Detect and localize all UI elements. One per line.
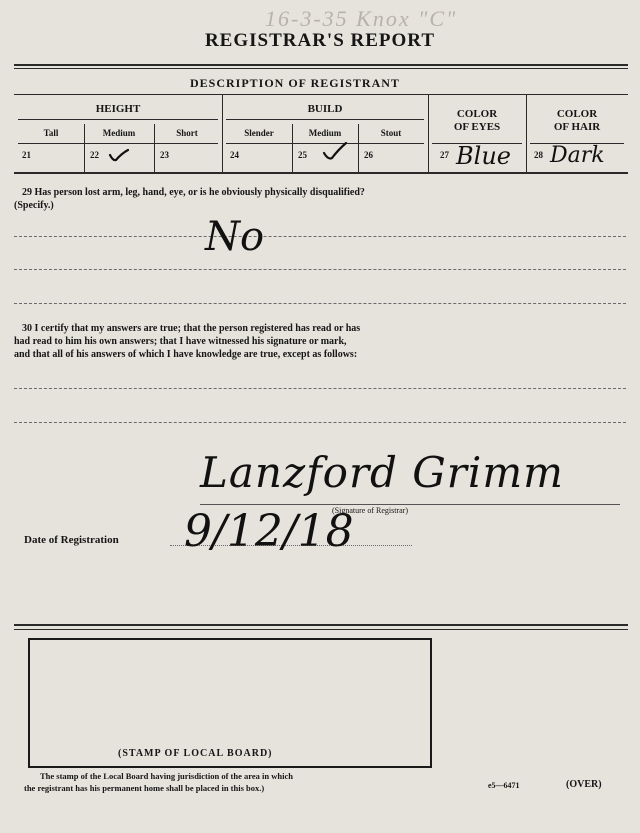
stamp-label: (STAMP OF LOCAL BOARD) bbox=[118, 748, 273, 759]
hair-heading-2: OF HAIR bbox=[553, 121, 601, 133]
build-num-stout: 26 bbox=[364, 150, 373, 160]
q29-text-line2: (Specify.) bbox=[14, 200, 54, 211]
hair-value: Dark bbox=[550, 143, 605, 168]
build-col-medium: Medium bbox=[308, 128, 342, 138]
height-num-short: 23 bbox=[160, 150, 169, 160]
page-title: REGISTRAR'S REPORT bbox=[204, 30, 436, 51]
height-col-medium: Medium bbox=[102, 128, 136, 138]
q30-line2: had read to him his own answers; that I have witnessed his signature or mark, bbox=[14, 336, 347, 347]
eyes-heading-2: OF EYES bbox=[453, 121, 501, 133]
build-num-medium: 25 bbox=[298, 150, 307, 160]
date-value: 9/12/18 bbox=[184, 506, 354, 557]
top-annotation: 16-3-35 Knox "C" bbox=[265, 6, 458, 31]
q29-text-line1: 29 Has person lost arm, leg, hand, eye, or is he obviously physically disqualified? bbox=[22, 187, 365, 198]
height-heading: HEIGHT bbox=[95, 103, 141, 115]
height-medium-check-mark bbox=[108, 146, 130, 164]
build-col-stout: Stout bbox=[380, 128, 402, 138]
q29-answer: No bbox=[205, 214, 265, 260]
stamp-note-line1: The stamp of the Local Board having jurisdiction of the area in which bbox=[40, 771, 293, 781]
height-num-medium: 22 bbox=[90, 150, 99, 160]
build-num-slender: 24 bbox=[230, 150, 239, 160]
registrar-signature: Lanzford Grimm bbox=[200, 448, 564, 497]
description-heading: DESCRIPTION OF REGISTRANT bbox=[190, 76, 400, 90]
over-label: (OVER) bbox=[566, 779, 602, 790]
stamp-note-line2: the registrant has his permanent home shall be placed in this box.) bbox=[24, 783, 265, 793]
q30-line3: and that all of his answers of which I have knowledge are true, except as follows: bbox=[14, 349, 358, 360]
eyes-num: 27 bbox=[440, 150, 449, 160]
form-number: e5—6471 bbox=[488, 781, 520, 790]
build-col-slender: Slender bbox=[244, 128, 274, 138]
q30-line1: 30 I certify that my answers are true; that the person registered has read or has bbox=[22, 323, 361, 334]
height-num-tall: 21 bbox=[22, 150, 31, 160]
build-medium-check-mark bbox=[322, 140, 348, 162]
signature-caption: (Signature of Registrar) bbox=[332, 506, 408, 515]
eyes-heading-1: COLOR bbox=[456, 108, 498, 120]
hair-num: 28 bbox=[534, 150, 543, 160]
build-heading: BUILD bbox=[307, 103, 343, 115]
date-label: Date of Registration bbox=[24, 534, 119, 546]
eyes-value: Blue bbox=[456, 142, 511, 170]
height-col-tall: Tall bbox=[43, 128, 59, 138]
height-col-short: Short bbox=[176, 128, 198, 138]
hair-heading-1: COLOR bbox=[556, 108, 598, 120]
